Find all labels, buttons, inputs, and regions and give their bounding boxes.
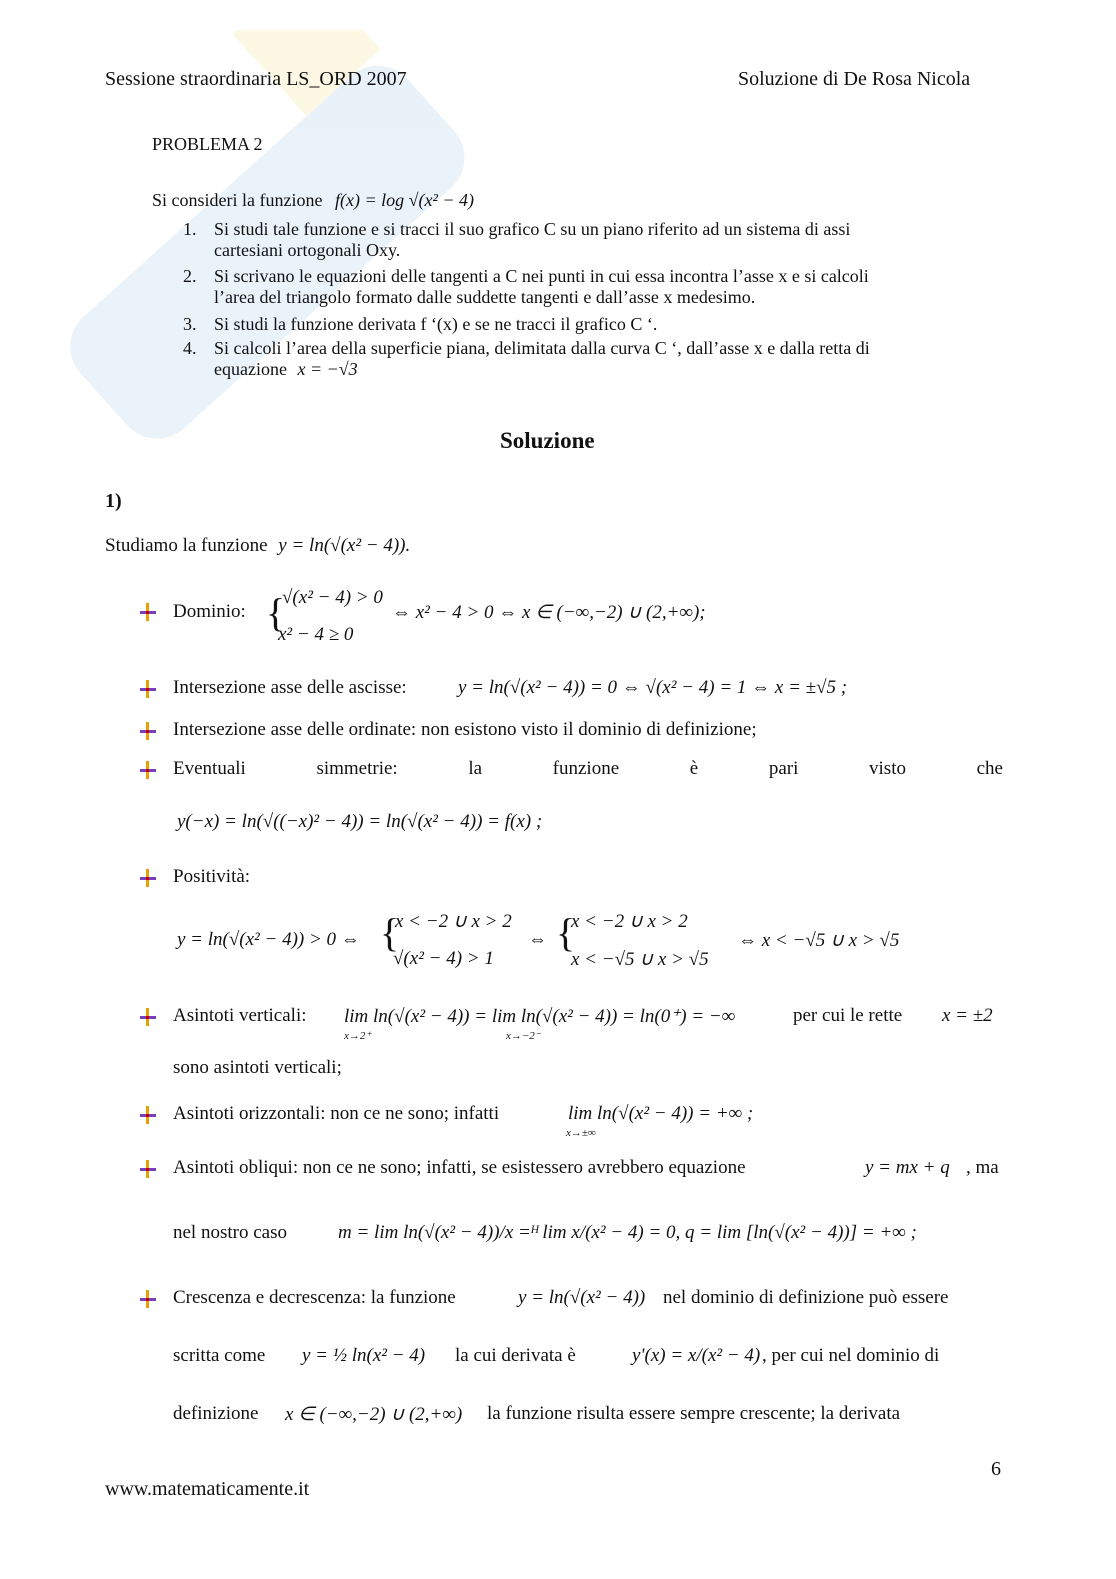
cre-l2m: y = ½ ln(x² − 4) (302, 1345, 426, 1366)
problem-intro (152, 190, 474, 211)
pos-rhs: ⇔ x < −√5 ∪ x > √5 (738, 930, 900, 951)
intro-text: Studiamo la funzione (105, 535, 268, 556)
brace: { (380, 910, 400, 955)
item-number: 1. (183, 219, 197, 239)
word: pari (768, 758, 799, 779)
simmetrie-math: y(−x) = ln(√((−x)² − 4)) = ln(√(x² − 4)) = f(x) ; (177, 811, 543, 832)
bullet-icon (140, 680, 156, 698)
cre-math: y = ln(√(x² − 4)) (518, 1287, 646, 1308)
problem-intro-text: Si consideri la funzione (152, 190, 323, 210)
problem-title: PROBLEMA 2 (152, 134, 263, 154)
ao-sub: x→±∞ (566, 1127, 596, 1139)
cre-l2a: scritta come (173, 1345, 266, 1366)
av-math: lim ln(√(x² − 4)) = lim ln(√(x² − 4)) = ln(0⁺) = −∞ (344, 1006, 736, 1027)
cre-l3a: definizione (173, 1403, 259, 1424)
problem-item-3 (183, 314, 657, 335)
item-math: x = −√3 (297, 359, 358, 379)
word: che (976, 758, 1003, 779)
word: Eventuali (173, 758, 246, 779)
aob-math: y = mx + q (865, 1157, 950, 1178)
cre-l3b: la funzione risulta essere sempre crescente; la derivata (487, 1403, 901, 1424)
pos-sys2-b: x < −√5 ∪ x > √5 (571, 949, 709, 970)
bullet-icon (140, 1290, 156, 1308)
item-number: 2. (183, 266, 197, 286)
header-right: Soluzione di De Rosa Nicola (738, 68, 971, 90)
pos-sys1-a: x < −2 ∪ x > 2 (395, 911, 512, 932)
dominio-sys-1: √(x² − 4) > 0 (282, 587, 383, 608)
pos-sys1-b: √(x² − 4) > 1 (393, 948, 494, 969)
problem-intro-math: f(x) = log √(x² − 4) (334, 190, 474, 210)
bullet-icon (140, 761, 156, 779)
ao-math: lim ln(√(x² − 4)) = +∞ ; (568, 1103, 754, 1124)
word: è (689, 758, 699, 779)
intro-math: y = ln(√(x² − 4)). (278, 535, 411, 556)
cre-text: Crescenza e decrescenza: la funzione (173, 1287, 456, 1308)
cre-l3m: x ∈ (−∞,−2) ∪ (2,+∞) (285, 1404, 463, 1425)
cre-l2b: la cui derivata è (455, 1345, 576, 1366)
item-text: Si studi tale funzione e si tracci il suo grafico C su un piano riferito ad un sistema di assi (214, 219, 851, 239)
dominio-sys-2: x² − 4 ≥ 0 (278, 624, 354, 645)
ao-text: Asintoti orizzontali: non ce ne sono; infatti (173, 1103, 500, 1124)
positivita-label: Positività: (173, 866, 251, 887)
item-text: equazione (214, 359, 287, 379)
av-label: Asintoti verticali: (173, 1005, 307, 1026)
item-text: Si studi la funzione derivata f ‘(x) e se ne tracci il grafico C ‘. (214, 314, 658, 334)
ascisse-math: y = ln(√(x² − 4)) = 0 ⇔ √(x² − 4) = 1 ⇔ x = ±√5 ; (458, 677, 848, 698)
problem-item-4 (183, 338, 870, 380)
problem-item-2 (183, 266, 869, 308)
ascisse-label: Intersezione asse delle ascisse: (173, 677, 407, 698)
bullet-icon (140, 869, 156, 887)
aob-line2: nel nostro caso (173, 1222, 287, 1243)
av-tail: per cui le rette (793, 1005, 903, 1026)
pos-lhs: y = ln(√(x² − 4)) > 0 ⇔ (177, 929, 360, 950)
simmetrie-line (173, 758, 1003, 780)
item-text: Si scrivano le equazioni delle tangenti a C nei punti in cui essa incontra l’asse x e si calcoli (214, 266, 869, 286)
cre-end: nel dominio di definizione può essere (663, 1287, 949, 1308)
word: visto (869, 758, 906, 779)
item-text: cartesiani ortogonali Oxy. (214, 240, 401, 260)
aob-formula: m = lim ln(√(x² − 4))/x =ᴴ lim x/(x² − 4) = 0, q = lim [ln(√(x² − 4))] = +∞ ; (338, 1222, 917, 1243)
footer-url[interactable]: www.matematicamente.it (105, 1478, 310, 1500)
cre-l2c: , per cui nel dominio di (762, 1345, 940, 1366)
word: funzione (552, 758, 620, 779)
dominio-result: ⇔ x² − 4 > 0 ⇔ x ∈ (−∞,−2) ∪ (2,+∞); (392, 602, 706, 623)
section-number: 1) (105, 490, 122, 512)
item-text: Si calcoli l’area della superficie piana, delimitata dalla curva C ‘, dall’asse x e dalla retta di (214, 338, 870, 358)
av-line2: sono asintoti verticali; (173, 1057, 342, 1078)
brace: { (556, 910, 576, 955)
word: la (468, 758, 483, 779)
pos-sys2-a: x < −2 ∪ x > 2 (571, 911, 688, 932)
page-number: 6 (991, 1458, 1001, 1480)
cre-l2m2: y'(x) = x/(x² − 4) (632, 1345, 761, 1366)
solution-intro (105, 535, 410, 557)
av-sub-2: x→−2⁻ (506, 1030, 541, 1042)
brace: { (266, 590, 286, 635)
item-number: 4. (183, 338, 197, 358)
solution-title: Soluzione (500, 428, 595, 453)
item-text: l’area del triangolo formato dalle suddette tangenti e dall’asse x medesimo. (214, 287, 756, 307)
bullet-icon (140, 1008, 156, 1026)
av-tail-math: x = ±2 (942, 1005, 993, 1026)
ordinate-text: Intersezione asse delle ordinate: non esistono visto il dominio di definizione; (173, 719, 757, 740)
header-left: Sessione straordinaria LS_ORD 2007 (105, 68, 407, 90)
problem-item-1 (183, 219, 850, 261)
aob-end: , ma (966, 1157, 999, 1178)
item-number: 3. (183, 314, 197, 334)
dominio-label: Dominio: (173, 601, 246, 622)
av-sub-1: x→2⁺ (344, 1030, 372, 1042)
bullet-icon (140, 1160, 156, 1178)
word: simmetrie: (316, 758, 398, 779)
aob-text: Asintoti obliqui: non ce ne sono; infatti, se esistessero avrebbero equazione (173, 1157, 746, 1178)
pos-mid: ⇔ (528, 929, 547, 950)
bullet-icon (140, 603, 156, 621)
bullet-icon (140, 722, 156, 740)
bullet-icon (140, 1106, 156, 1124)
